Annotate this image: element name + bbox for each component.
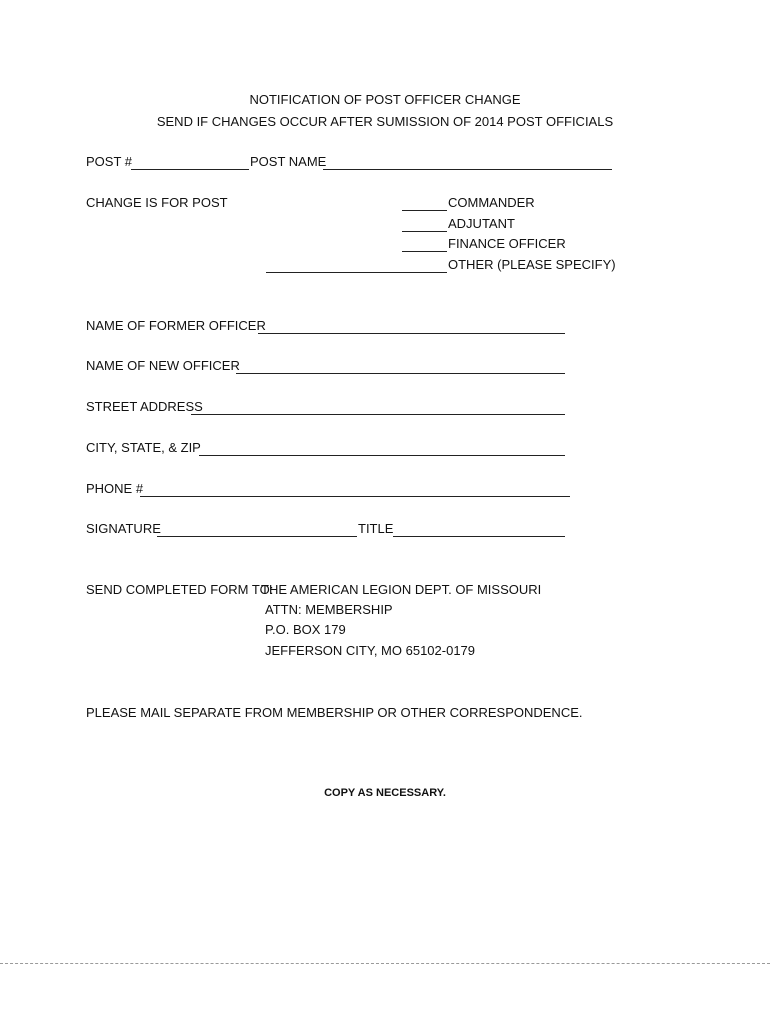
post-number-field[interactable] bbox=[131, 169, 249, 170]
form-title: NOTIFICATION OF POST OFFICER CHANGE bbox=[249, 92, 521, 107]
street-address-field[interactable] bbox=[191, 414, 565, 415]
change-for-label: CHANGE IS FOR POST bbox=[86, 195, 228, 210]
option-finance-officer: FINANCE OFFICER bbox=[448, 236, 566, 251]
signature-label: SIGNATURE bbox=[86, 521, 161, 536]
former-officer-label: NAME OF FORMER OFFICER bbox=[86, 318, 266, 333]
other-specify-field[interactable] bbox=[266, 272, 447, 273]
option-adjutant: ADJUTANT bbox=[448, 216, 515, 231]
mailing-org: THE AMERICAN LEGION DEPT. OF MISSOURI bbox=[261, 582, 542, 597]
adjutant-check-field[interactable] bbox=[402, 231, 447, 232]
former-officer-field[interactable] bbox=[258, 333, 565, 334]
finance-officer-check-field[interactable] bbox=[402, 251, 447, 252]
commander-check-field[interactable] bbox=[402, 210, 447, 211]
title-field[interactable] bbox=[393, 536, 565, 537]
send-to-label: SEND COMPLETED FORM TO: bbox=[86, 582, 274, 597]
city-state-zip-label: CITY, STATE, & ZIP bbox=[86, 440, 201, 455]
mailing-city: JEFFERSON CITY, MO 65102-0179 bbox=[265, 643, 476, 658]
post-number-label: POST # bbox=[86, 154, 133, 169]
new-officer-field[interactable] bbox=[236, 373, 565, 374]
street-address-label: STREET ADDRESS bbox=[86, 399, 203, 414]
option-commander: COMMANDER bbox=[448, 195, 535, 210]
phone-label: PHONE # bbox=[86, 481, 144, 496]
signature-field[interactable] bbox=[157, 536, 357, 537]
scan-edge-line bbox=[0, 963, 770, 964]
city-state-zip-field[interactable] bbox=[199, 455, 565, 456]
title-label: TITLE bbox=[358, 521, 394, 536]
new-officer-label: NAME OF NEW OFFICER bbox=[86, 358, 240, 373]
separate-mail-note: PLEASE MAIL SEPARATE FROM MEMBERSHIP OR OTHER CORRESPONDENCE. bbox=[86, 705, 583, 720]
option-other: OTHER (PLEASE SPECIFY) bbox=[448, 257, 616, 272]
phone-field[interactable] bbox=[140, 496, 570, 497]
post-name-field[interactable] bbox=[323, 169, 612, 170]
mailing-po-box: P.O. BOX 179 bbox=[265, 622, 346, 637]
form-subtitle: SEND IF CHANGES OCCUR AFTER SUMISSION OF 2014 POST OFFICIALS bbox=[156, 114, 614, 129]
post-name-label: POST NAME bbox=[250, 154, 327, 169]
mailing-attn: ATTN: MEMBERSHIP bbox=[265, 602, 393, 617]
copy-note: COPY AS NECESSARY. bbox=[324, 787, 446, 799]
